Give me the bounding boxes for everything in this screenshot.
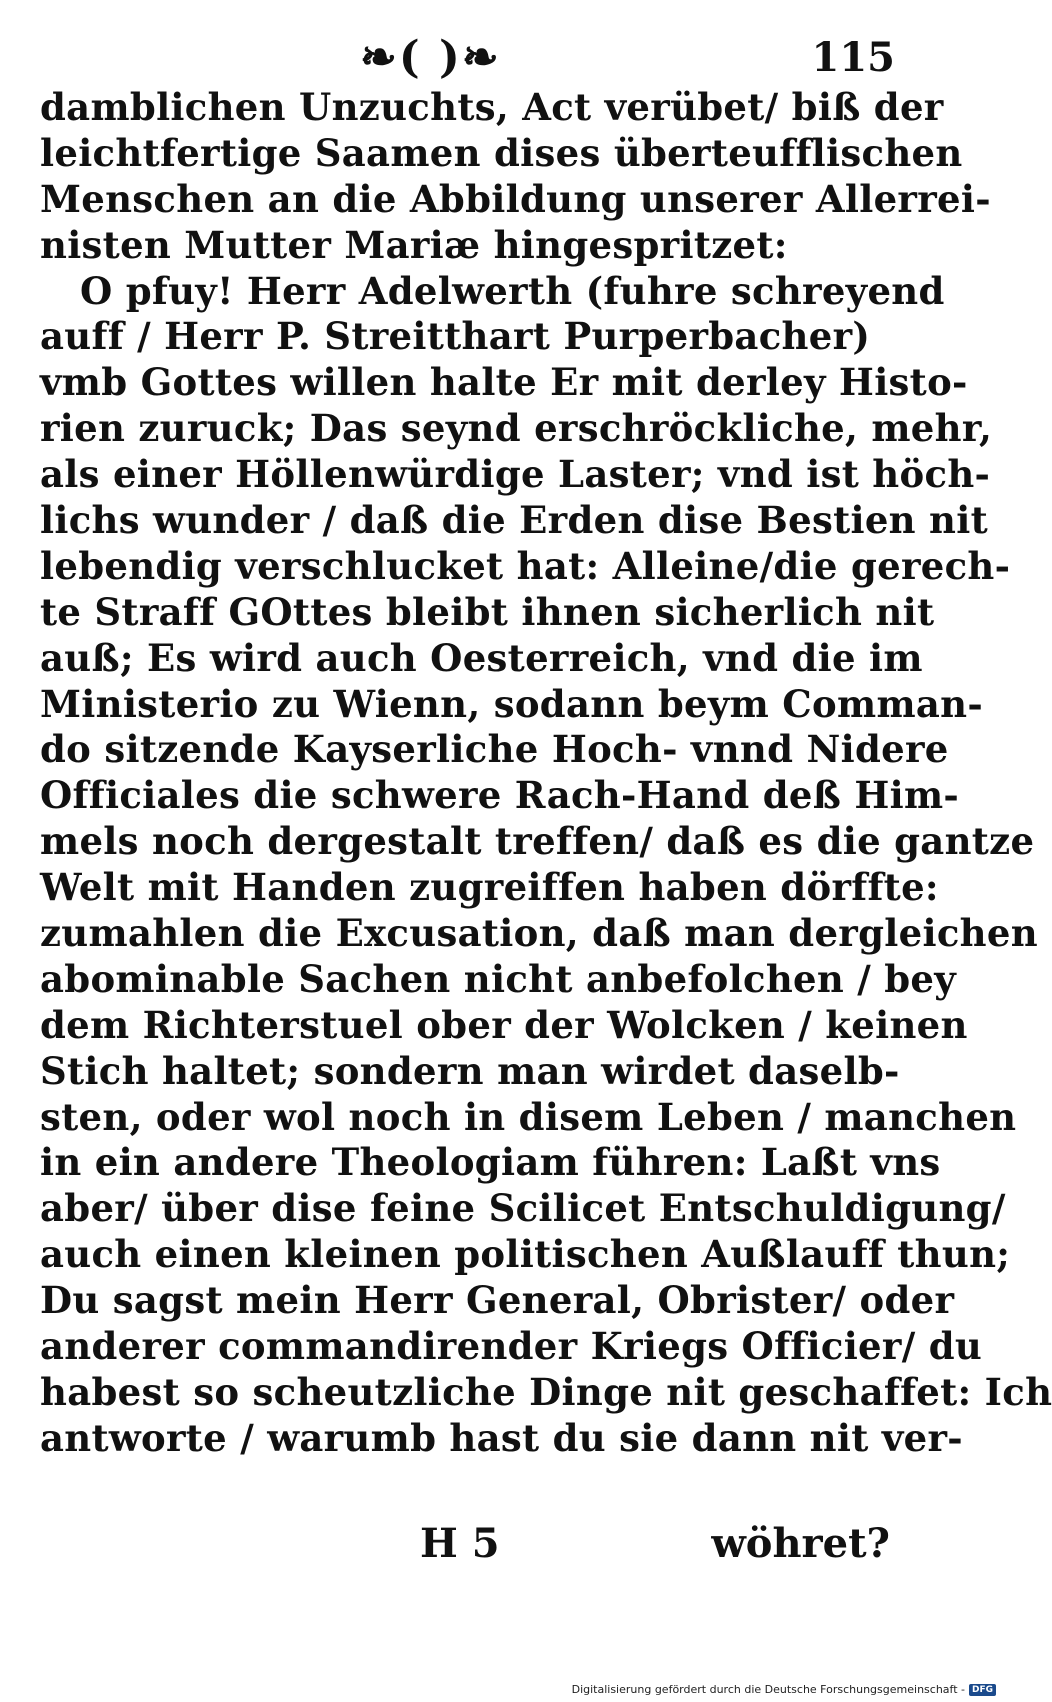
- text-line: O pfuy! Herr Adelwerth (fuhre schreyend: [80, 268, 945, 313]
- text-line: dem Richterstuel ober der Wolcken / keinen: [40, 1002, 968, 1047]
- body-text: [40, 85, 1052, 1462]
- text-line: abominable Sachen nicht anbefolchen / bey: [40, 956, 957, 1001]
- dfg-logo: DFG: [969, 1684, 996, 1696]
- text-line: nisten Mutter Mariæ hingespritzet:: [40, 222, 788, 267]
- text-line: als einer Höllenwürdige Laster; vnd ist höch-: [40, 452, 991, 497]
- catchword: wöhret?: [711, 1520, 890, 1567]
- text-line: sten, oder wol noch in disem Leben / manchen: [40, 1094, 1017, 1139]
- text-line: auß; Es wird auch Oesterreich, vnd die im: [40, 635, 923, 680]
- text-line: mels noch dergestalt treffen/ daß es die gantze: [40, 819, 1035, 864]
- text-line: Menschen an die Abbildung unserer Allerrei-: [40, 176, 991, 221]
- text-line: habest so scheutzliche Dinge nit geschaffet: Ich: [40, 1369, 1052, 1414]
- page-header: [0, 28, 1000, 88]
- text-line: antworte / warumb hast du sie dann nit ver-: [40, 1415, 963, 1460]
- page-number: 115: [811, 34, 895, 81]
- text-line: lichs wunder / daß die Erden dise Bestien nit: [40, 498, 989, 543]
- digitization-credit: [572, 1683, 996, 1696]
- text-line: do sitzende Kayserliche Hoch- vnnd Nidere: [40, 727, 949, 772]
- text-line: te Straff GOttes bleibt ihnen sicherlich nit: [40, 589, 935, 634]
- text-line: zumahlen die Excusation, daß man dergleichen: [40, 911, 1038, 956]
- text-line: aber/ über dise feine Scilicet Entschuldigung/: [40, 1186, 1006, 1231]
- text-line: rien zuruck; Das seynd erschröckliche, mehr,: [40, 406, 993, 451]
- text-line: leichtfertige Saamen dises überteufflischen: [40, 130, 963, 175]
- text-line: anderer commandirender Kriegs Officier/ du: [40, 1324, 983, 1369]
- text-line: auff / Herr P. Streitthart Purperbacher): [40, 314, 871, 359]
- credit-text: Digitalisierung gefördert durch die Deutsche Forschungsgemeinschaft -: [571, 1683, 965, 1696]
- text-line: Welt mit Handen zugreiffen haben dörffte:: [40, 865, 939, 910]
- signature-mark: H 5: [420, 1520, 500, 1567]
- page-footer: [0, 1520, 1000, 1580]
- text-line: Du sagst mein Herr General, Obrister/ oder: [40, 1278, 955, 1323]
- text-line: auch einen kleinen politischen Außlauff thun;: [40, 1232, 1011, 1277]
- text-line: Ministerio zu Wienn, sodann beym Comman-: [40, 681, 984, 726]
- text-line: lebendig verschlucket hat: Alleine/die gerech-: [40, 543, 1011, 588]
- text-line: Stich haltet; sondern man wirdet daselb-: [40, 1048, 900, 1093]
- text-line: vmb Gottes willen halte Er mit derley Histo-: [40, 360, 968, 405]
- header-ornament: ❧( )❧: [360, 32, 501, 83]
- text-line: in ein andere Theologiam führen: Laßt vns: [40, 1140, 941, 1185]
- text-line: damblichen Unzuchts, Act verübet/ biß der: [40, 85, 944, 129]
- text-line: Officiales die schwere Rach-Hand deß Him-: [40, 773, 960, 818]
